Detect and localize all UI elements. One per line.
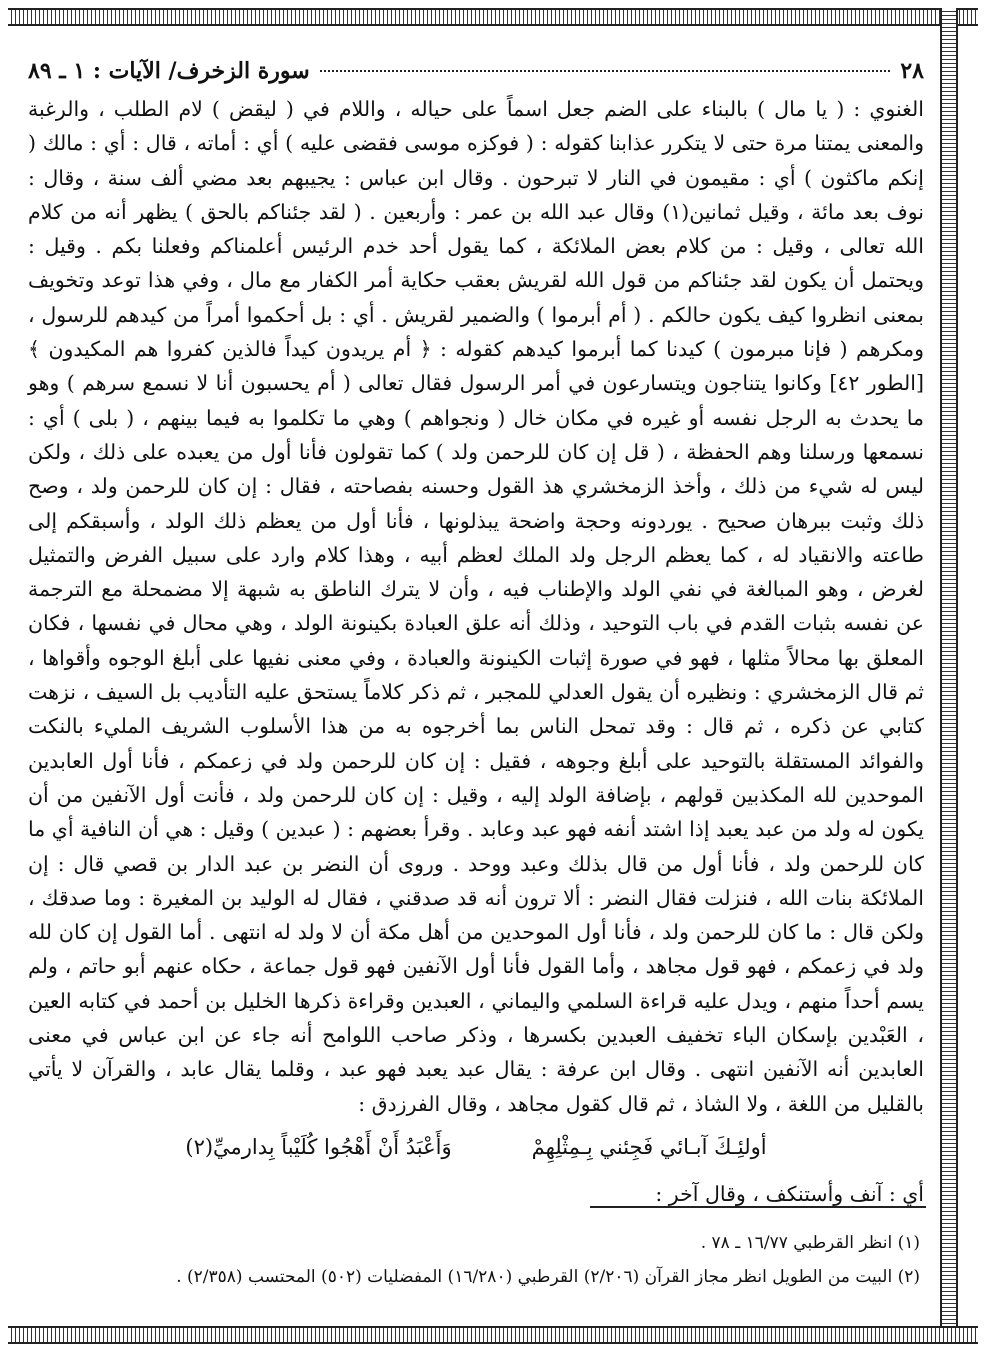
verse-second-hemistich: وَأَعْبَدُ أَنْ أَهْجُوا كُلَيْباً بِدارميِّ(٢) bbox=[185, 1134, 452, 1159]
after-verse-text: أي : آنف وأستنكف ، وقال آخر : bbox=[655, 1181, 924, 1206]
footnote-1: (١) انظر القرطبي ١٦/٧٧ ـ ٧٨ . bbox=[700, 1233, 920, 1253]
top-ornament-border bbox=[8, 8, 978, 26]
right-ornament-border bbox=[940, 8, 958, 1344]
page-number: ٢٨ bbox=[900, 58, 924, 84]
poetry-verse bbox=[28, 1135, 924, 1159]
page-header bbox=[28, 56, 924, 86]
main-text bbox=[28, 92, 924, 1121]
footnote-separator bbox=[590, 1206, 926, 1208]
running-title: سورة الزخرف/ الآيات : ١ ـ ٨٩ bbox=[28, 58, 310, 84]
verse-first-hemistich: أولئِـكَ آبـائي فَجِئني بِـمِثْلِهِمْ bbox=[531, 1134, 767, 1159]
footnotes bbox=[40, 1226, 920, 1294]
bottom-ornament-border bbox=[8, 1326, 978, 1344]
header-dotted-leader bbox=[320, 70, 891, 72]
footnote-2: (٢) البيت من الطويل انظر مجاز القرآن (٢/٢٠٦) القرطبي (١٦/٢٨٠) المفضليات (٥٠٢) المحتسب (٢/٣٥٨) . bbox=[176, 1267, 920, 1287]
page-content bbox=[28, 56, 924, 1211]
body-paragraph: الغنوي : ( يا مال ) بالبناء على الضم جعل اسماً على حياله ، واللام في ( ليقض ) لام الطلب ، والرغبة والمعنى يمتنا مرة حتى لا يتكرر عذابنا كقوله : ( فوكزه موسى فقضى عليه ) أي : أماته ، قال : أي : مالك ( إنكم ماكثون ) أي : مقيمون في النار لا تبرحون . وقال ابن عباس : يجيبهم بعد مضي ألف سنة ، وقال : نوف بعد مائة ، وقيل ثمانين(١) وقال عبد الله بن عمر : وأربعين . ( لقد جئناكم بالحق ) يظهر أنه من كلام الله تعالى ، وقيل : من كلام بعض الملائكة ، كما يقول أحد خدم الرئيس أعلمناكم وفعلنا بكم . وقيل : ويحتمل أن يكون لقد جئناكم من قول الله لقريش بعقب حكاية أمر الكفار مع مال ، وفي هذا توعد وتخويف بمعنى انظروا كيف يكون حالكم . ( أم أبرموا ) والضمير لقريش . أي : بل أحكموا أمراً من كيدهم للرسول ، ومكرهم ( فإنا مبرمون ) كيدنا كما أبرموا كيدهم كقوله : ﴿ أم يريدون كيداً فالذين كفروا هم المكيدون ﴾ [الطور ٤٢] وكانوا يتناجون ويتسارعون في أمر الرسول فقال تعالى ( أم يحسبون أنا لا نسمع سرهم ) وهو ما يحدث به الرجل نفسه أو غيره في مكان خال ( ونجواهم ) وهي ما تكلموا به فيما بينهم ، ( بلى ) أي : نسمعها ورسلنا وهم الحفظة ، ( قل إن كان للرحمن ولد ) كما تقولون فأنا أول من يعبده على ذلك ، ولكن ليس له شيء من ذلك ، وأخذ الزمخشري هذ القول وحسنه بفصاحته ، فقال : إن كان للرحمن ولد ، وصح ذلك وثبت ببرهان صحيح . يوردونه وحجة واضحة يبذلونها ، فأنا أول من يعظم ذلك الولد ، وأسبقكم إلى طاعته والانقياد له ، كما يعظم الرجل ولد الملك لعظم أبيه ، وهذا كلام وارد على سبيل الفرض والتمثيل لغرض ، وهو المبالغة في نفي الولد والإطناب فيه ، وأن لا يترك الناطق به شبهة إلا مضمحلة مع الترجمة عن نفسه بثبات القدم في باب التوحيد ، وذلك أنه علق العبادة بكينونة الولد ، وهي محال في نفسها ، فكان المعلق بها محالاً مثلها ، فهو في صورة إثبات الكينونة والعبادة ، وفي معنى نفيها على أبلغ الوجوه وأقواها ، ثم قال الزمخشري : ونظيره أن يقول العدلي للمجبر ، ثم ذكر كلاماً يستحق عليه التأديب بل السيف ، نزهت كتابي عن ذكره ، ثم قال : وقد تمحل الناس بما أخرجوه به من هذا الأسلوب الشريف المليء بالنكت والفوائد المستقلة بالتوحيد على أبلغ وجوهه ، فقيل : إن كان للرحمن ولد في زعمكم ، فأنا أول العابدين الموحدين لله المكذبين قولهم ، بإضافة الولد إليه ، وقيل : إن كان للرحمن ولد ، فأنت أول الآنفين من أن يكون له ولد من عبد يعبد إذا اشتد أنفه فهو عبد وعابد . وقرأ بعضهم : ( عبدين ) وقيل : هي أن النافية أي ما كان للرحمن ولد ، فأنا أول من قال بذلك وعبد ووحد . وروى أن النضر بن عبد الدار بن قصي قال : إن الملائكة بنات الله ، فنزلت فقال النضر : ألا ترون أنه قد صدقني ، فقال له الوليد بن المغيرة : وما صدقك ، ولكن قال : ما كان للرحمن ولد ، فأنا أول الموحدين من أهل مكة أن لا ولد له انتهى . أما القول إن كان لله ولد في زعمكم ، فهو قول مجاهد ، وأما القول فأنا أول الآنفين فهو قول جماعة ، حكاه عنهم أبو حاتم ، ولم يسم أحداً منهم ، ويدل عليه قراءة السلمي واليماني ، العبدين وقراءة ذكرها الخليل بن أحمد في كتابه العين ، العَبْدين بإسكان الباء تخفيف العبدين بكسرها ، وذكر صاحب اللوامح أنه جاء عن ابن عباس في معنى العابدين أنه الآنفين انتهى . وقال ابن عرفة : يقال عبد يعبد فهو عبد ، وقلما يقال عابد ، والقرآن لا يأتي بالقليل من اللغة ، ولا الشاذ ، ثم قال كقول مجاهد ، وقال الفرزدق : bbox=[28, 97, 925, 1116]
